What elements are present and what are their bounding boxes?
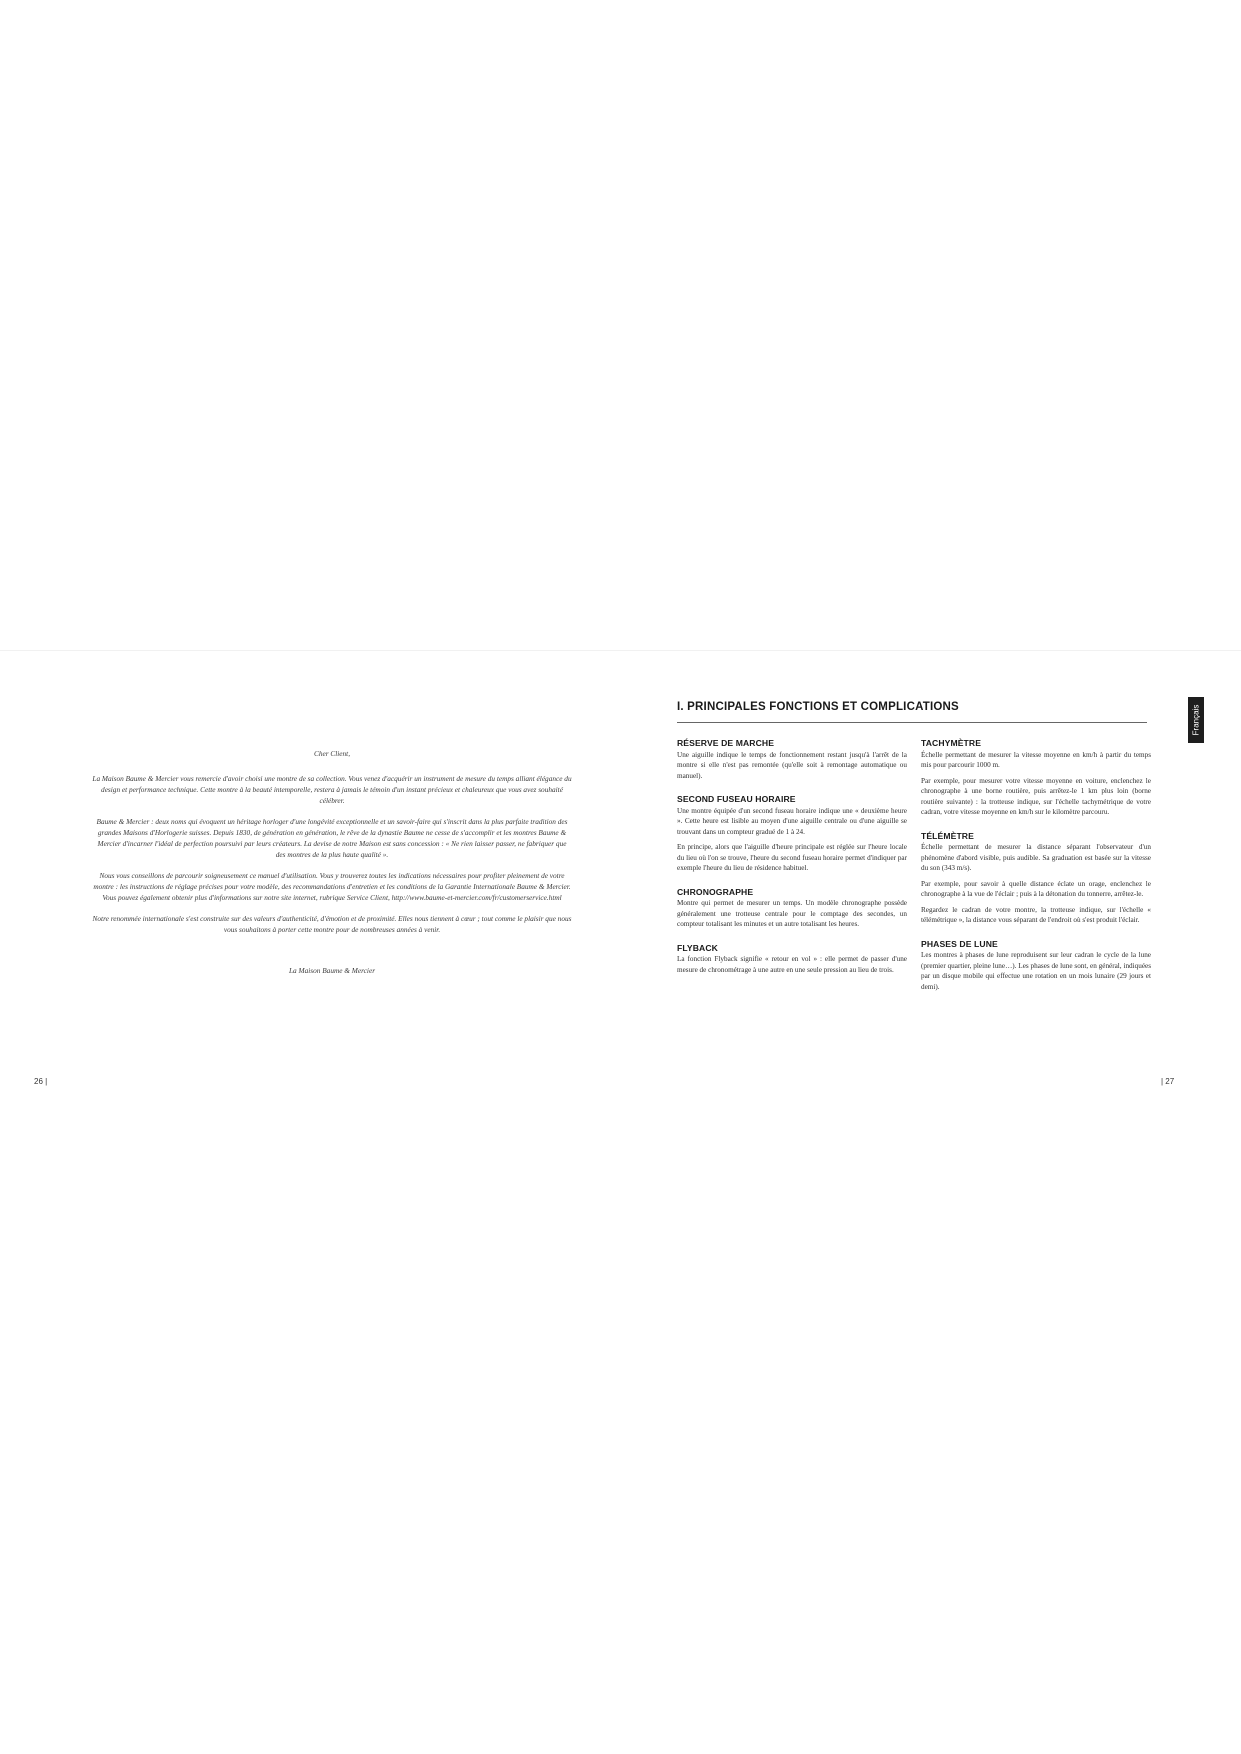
section-flyback: [677, 943, 907, 976]
section-heading: FLYBACK: [677, 942, 718, 953]
section-text: Montre qui permet de mesurer un temps. Un modèle chronographe possède généralement une trotteuse centrale pour le comptage des secondes, un compteur totalisant les minutes et un autre totalisant les heures.: [677, 899, 907, 928]
letter-paragraph-3: Nous vous conseillons de parcourir soigneusement ce manuel d'utilisation. Vous y trouverez toutes les indications nécessaires pour profiter pleinement de votre montre : les instructions de réglage précises pour votre modèle, des recommandations d'entretien et les conditions de la Garantie Internationale Baume & Mercier. Vous pouvez également obtenir plus d'informations sur notre site internet, rubrique Service Client, http://www.baume-et-mercier.com/fr/customerservice.html: [93, 871, 571, 902]
title-rule: [677, 722, 1147, 723]
section-heading: TACHYMÈTRE: [921, 738, 982, 748]
section-text: La fonction Flyback signifie « retour en vol » : elle permet de passer d'une mesure de chronométrage à une autre en une seule pression au lieu de trois.: [677, 955, 907, 974]
section-tachymeter: [921, 738, 1151, 818]
section-text: En principe, alors que l'aiguille d'heure principale est réglée sur l'heure locale du lieu où l'on se trouve, l'heure du second fuseau horaire permet d'indiquer par exemple l'heure du lieu de résidence habituel.: [677, 843, 907, 872]
letter-paragraph-2: Baume & Mercier : deux noms qui évoquent un héritage horloger d'une longévité exceptionnelle et un savoir-faire qui s'inscrit dans la plus parfaite tradition des grandes Maisons d'Horlogerie suisses. Depuis 1830, de génération en génération, le rêve de la dynastie Baume ne cesse de s'accomplir et les montres Baume & Mercier d'incarner l'idéal de perfection poursuivi par leurs créateurs. La devise de notre Maison est sans concession : « Ne rien laisser passer, ne fabriquer que des montres de la plus haute qualité ».: [96, 817, 568, 859]
page-number-right: | 27: [1161, 1077, 1175, 1086]
letter-paragraph-1: La Maison Baume & Mercier vous remercie d'avoir choisi une montre de sa collection. Vous venez d'acquérir un instrument de mesure du temps alliant élégance du design et performance technique. Cette montre à la beauté intemporelle, restera à jamais le témoin d'un instant précieux et chaleureux que vous avez souhaité célébrer.: [92, 774, 572, 805]
section-text: Par exemple, pour savoir à quelle distance éclate un orage, enclenchez le chronographe à la vue de l'éclair ; puis à la détonation du tonnerre, arrêtez-le.: [921, 879, 1151, 898]
language-tab: [1188, 697, 1204, 743]
section-moon-phases: [921, 939, 1151, 993]
letter-greeting: Cher Client,: [313, 749, 351, 758]
section-heading: CHRONOGRAPHE: [677, 886, 754, 897]
section-heading: SECOND FUSEAU HORAIRE: [677, 794, 796, 804]
section-power-reserve: [677, 738, 907, 781]
section-heading: TÉLÉMÈTRE: [921, 830, 974, 841]
section-text: Par exemple, pour mesurer votre vitesse moyenne en voiture, enclenchez le chronographe à une borne routière, puis arrêtez-le 1 km plus loin (borne routière suivante) : la trotteuse indique, sur l'échelle tachymétrique de votre cadran, votre vitesse moyenne en km/h sur le kilomètre parcouru.: [921, 776, 1151, 816]
section-telemeter: [921, 831, 1151, 926]
section-text: Regardez le cadran de votre montre, la trotteuse indique, sur l'échelle « télémétrique », la distance vous séparant de l'endroit où s'est produit l'éclair.: [921, 905, 1151, 924]
section-text: Les montres à phases de lune reproduisent sur leur cadran le cycle de la lune (premier quartier, pleine lune…). Les phases de lune sont, en général, indiquées par un disque mobile qui effectue une rotation en un mois lunaire (29 jours et demi).: [921, 951, 1151, 991]
section-title: I. PRINCIPALES FONCTIONS ET COMPLICATIONS: [677, 701, 959, 713]
section-heading: RÉSERVE DE MARCHE: [677, 738, 775, 748]
letter-signature: La Maison Baume & Mercier: [288, 966, 376, 975]
section-text: Échelle permettant de mesurer la vitesse moyenne en km/h à partir du temps mis pour parcourir 1000 m.: [921, 750, 1151, 769]
section-text: Une aiguille indique le temps de fonctionnement restant jusqu'à l'arrêt de la montre si elle n'est pas remontée (qu'elle soit à remontage automatique ou manuel).: [677, 750, 907, 780]
section-text: Échelle permettant de mesurer la distance séparant l'observateur d'un phénomène d'abord visible, puis audible. Sa graduation est basée sur la vitesse du son (343 m/s).: [921, 843, 1151, 872]
section-text: Une montre équipée d'un second fuseau horaire indique une « deuxième heure ». Cette heure est lisible au moyen d'une aiguille centrale ou d'une aiguille se trouvant dans un compteur gradué de 1 à 24.: [677, 806, 907, 836]
language-tab-label: Français: [1191, 704, 1201, 736]
page-spread-divider: [0, 650, 1241, 651]
page-number-left: 26 |: [34, 1077, 48, 1086]
functions-column-2: [921, 738, 1151, 1005]
welcome-letter: [92, 748, 572, 986]
functions-column-1: [677, 738, 907, 988]
letter-paragraph-4: Notre renommée internationale s'est construite sur des valeurs d'authenticité, d'émotion et de proximité. Elles nous tiennent à cœur ; tout comme le plaisir que nous vous souhaitons à porter cette montre pour de nombreuses années à venir.: [92, 914, 572, 934]
section-second-time-zone: [677, 794, 907, 874]
section-heading: PHASES DE LUNE: [921, 938, 998, 949]
section-chronograph: [677, 887, 907, 930]
